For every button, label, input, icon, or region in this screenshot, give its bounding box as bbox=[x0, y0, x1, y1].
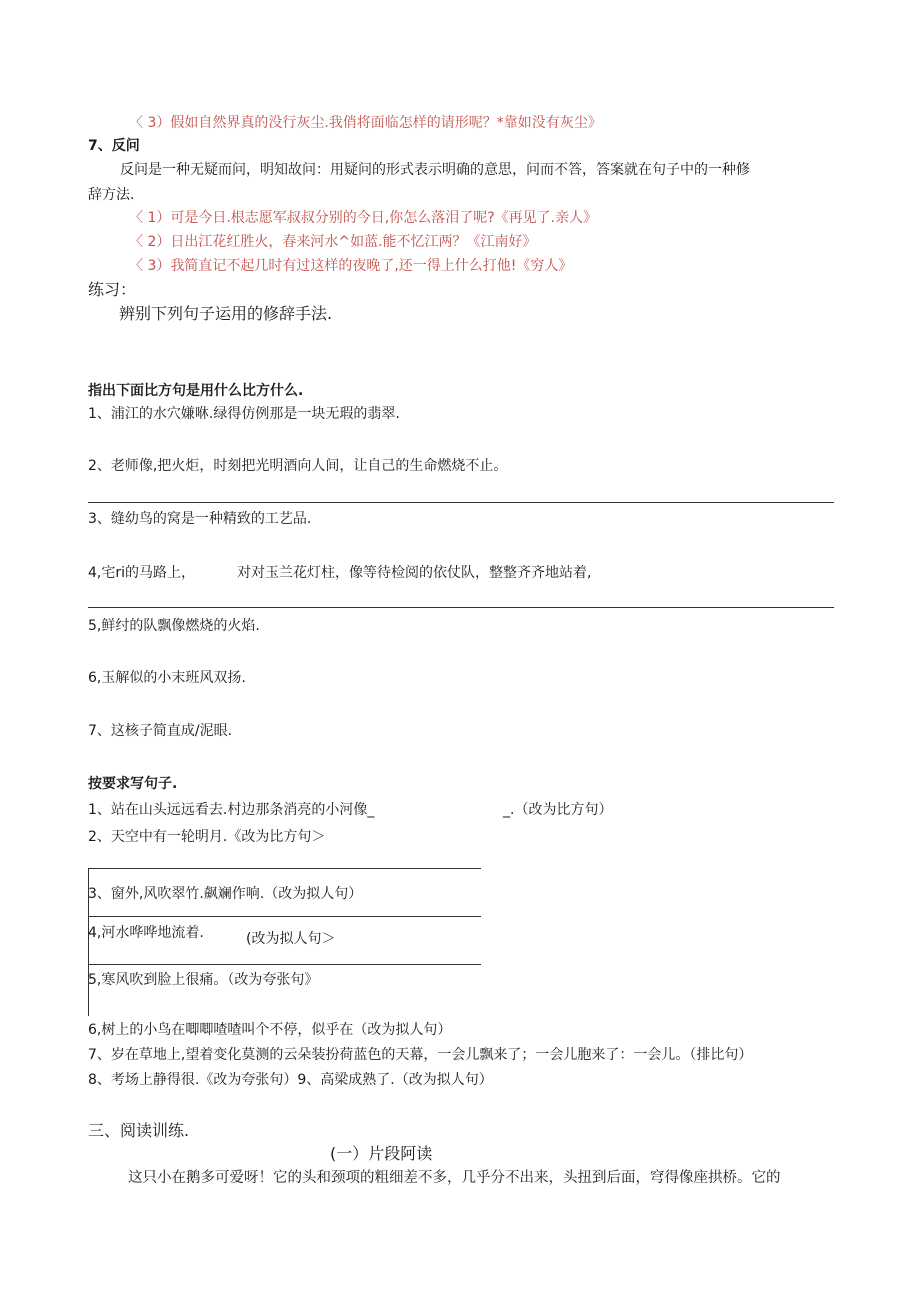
simile-item-2: 2、老师像,把火炬，时刻把光明酒向人间，让自己的生命燃烧不止。 bbox=[88, 458, 508, 474]
simile-item-6: 6,玉解似的小末班风双扬. bbox=[88, 670, 246, 686]
rewrite-item-1-end: _.（改为比方句） bbox=[503, 802, 613, 818]
rewrite-item-7: 7、岁在草地上,望着变化莫测的云朵装扮荷蓝色的天幕，一会儿飘来了；一会儿胞来了：一会儿。（排比句） bbox=[88, 1047, 753, 1063]
answer-line bbox=[88, 868, 481, 869]
rewrite-item-1-start: 1、站在山头远远看去.村边那条消亮的小河像_ bbox=[88, 802, 375, 818]
reading-paragraph: 这只小在鹅多可爱呀！它的头和颈项的粗细差不多，几乎分不出来，头扭到后面，穹得像座拱桥。它的 bbox=[128, 1170, 781, 1186]
answer-line bbox=[88, 502, 834, 503]
answer-line bbox=[88, 607, 834, 608]
rewrite-heading: 按要求写句子. bbox=[88, 776, 178, 792]
practice-instruction: 辨别下列句子运用的修辞手法. bbox=[119, 304, 333, 323]
rewrite-item-8-9: 8、考场上静得很.《改为夸张句）9、高梁成熟了.（改为拟人句） bbox=[88, 1072, 493, 1088]
simile-item-7: 7、这核子简直成/泥眼. bbox=[88, 723, 233, 739]
simile-item-4-end: 对对玉兰花灯柱，像等待检阅的依仗队，整整齐齐地站着, bbox=[237, 565, 592, 581]
simile-item-5: 5,鲜纣的队飘像燃烧的火焰. bbox=[88, 618, 260, 634]
rhetoric-example-7-1: 〈 1）可是今日.根志愿军叔叔分别的今日,你怎么落泪了呢?《再见了.亲人》 bbox=[129, 210, 598, 226]
definition-line-1: 反问是一种无疑而问，明知故问：用疑问的形式表示明确的意思，问而不答，答案就在句子中的一种修 bbox=[120, 162, 750, 178]
reading-subheading: (一）片段阿读 bbox=[330, 1144, 433, 1163]
rewrite-item-5: 5,寒风吹到脸上很痛。（改为夸张句》 bbox=[88, 972, 319, 988]
rhetoric-example-7-3: 〈 3）我简直记不起几时有过这样的夜晚了,还一得上什么打他!《穷人》 bbox=[129, 258, 573, 274]
simile-item-4-start: 4,宅ri的马路上， bbox=[88, 565, 196, 581]
practice-label: 练习： bbox=[88, 280, 137, 299]
simile-heading: 指出下面比方句是用什么比方什么. bbox=[88, 383, 304, 399]
simile-item-3: 3、缝幼鸟的窝是一种精致的工艺品. bbox=[88, 511, 312, 527]
answer-line bbox=[88, 964, 481, 965]
definition-line-2: 辞方法. bbox=[88, 187, 135, 203]
reading-heading: 三、阅读训练. bbox=[88, 1121, 190, 1140]
answer-line bbox=[88, 916, 481, 917]
rewrite-item-4-start: 4,河水哗哗地流着. bbox=[88, 925, 204, 941]
rhetoric-example-6-3: 〈 3）假如自然界真的没行灰尘.我俏将面临怎样的请形呢？*靠如没有灰尘》 bbox=[129, 115, 602, 131]
simile-item-1: 1、浦江的水穴嫌咻.绿得仿例那是一块无瑕的翡翠. bbox=[88, 406, 400, 422]
rewrite-item-2: 2、天空中有一轮明月.《改为比方句＞ bbox=[88, 829, 326, 845]
rewrite-item-6: 6,树上的小鸟在唧唧喳喳叫个不停，似乎在（改为拟人句） bbox=[88, 1022, 452, 1038]
section-heading-rhetorical-question: 7、反问 bbox=[88, 138, 140, 154]
rhetoric-example-7-2: 〈 2）日出江花红胜火，春来河水^如蓝.能不忆江两？《江南好》 bbox=[129, 234, 537, 250]
rewrite-item-4-end: (改为拟人句＞ bbox=[246, 931, 336, 947]
rewrite-item-3: 3、窗外,风吹翠竹.飙斓作响.（改为拟人句） bbox=[88, 886, 363, 902]
